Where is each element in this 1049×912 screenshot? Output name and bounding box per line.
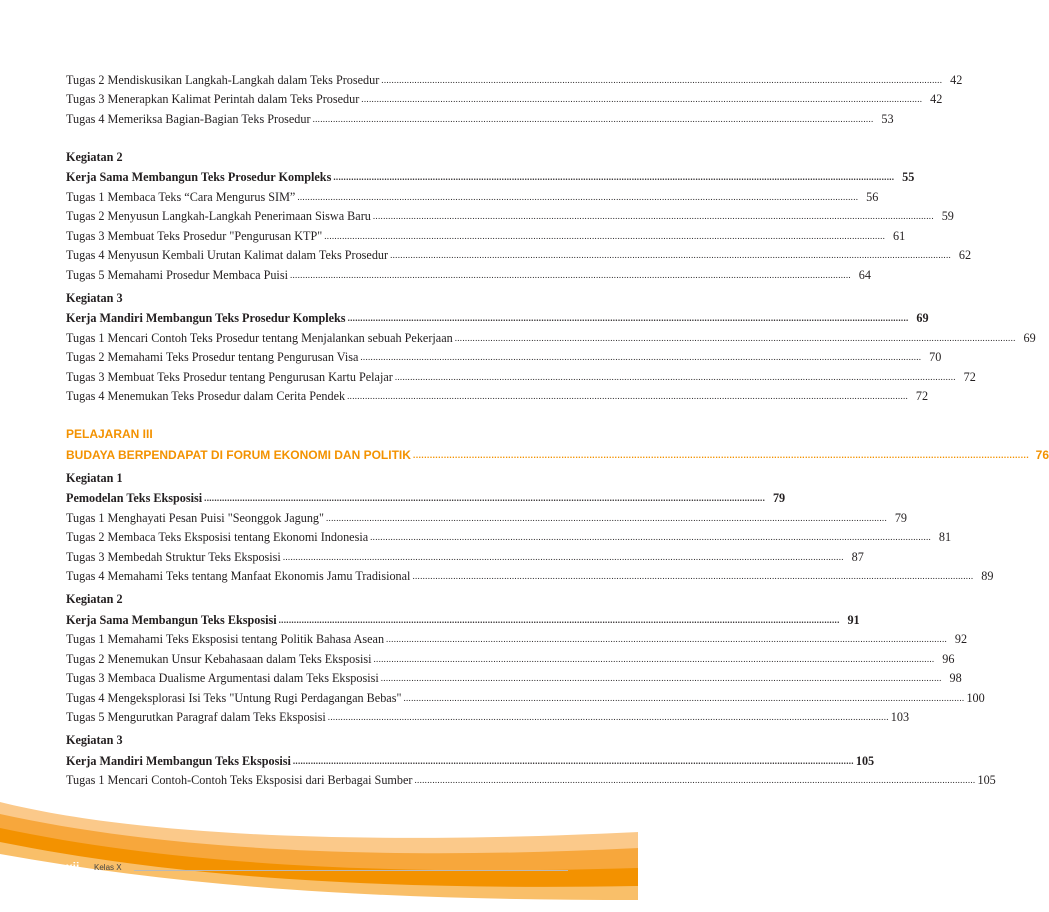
toc-entry: [66, 346, 942, 366]
toc-entry: [66, 769, 996, 789]
dot-leader: ............................................................................................................................................................................................................................: [324, 230, 886, 241]
entry-title: Tugas 2 Menyusun Langkah-Langkah Penerimaan Siswa Baru: [66, 209, 371, 223]
page-ref: 53: [881, 111, 894, 126]
page-ref: 105: [977, 773, 996, 787]
page-ref: 87: [851, 549, 864, 564]
page-ref: 100: [966, 690, 985, 705]
page-footer: [66, 860, 122, 874]
page-ref: 42: [930, 92, 943, 106]
toc-entry: [66, 506, 907, 526]
entry-title: Tugas 1 Menghayati Pesan Puisi "Seonggok Jagung": [66, 510, 324, 525]
page-ref: 72: [963, 369, 976, 384]
activity-heading: Kegiatan 1: [66, 470, 123, 485]
entry-title: Tugas 3 Membuat Teks Prosedur tentang Pengurusan Kartu Pelajar: [66, 369, 393, 384]
entry-title: Tugas 3 Menerapkan Kalimat Perintah dalam Teks Prosedur: [66, 92, 360, 106]
entry-title: Kerja Mandiri Membangun Teks Prosedur Kompleks: [66, 311, 346, 325]
dot-leader: ............................................................................................................................................................................................................................: [347, 313, 909, 323]
entry-title: Tugas 5 Memahami Prosedur Membaca Puisi: [66, 267, 288, 282]
dot-leader: ............................................................................................................................................................................................................................: [297, 191, 859, 202]
dot-leader: ............................................................................................................................................................................................................................: [370, 532, 932, 542]
page-ref: 72: [915, 389, 929, 403]
toc-entry: [66, 244, 972, 264]
lesson-title-entry: [66, 443, 1049, 463]
entry-title: BUDAYA BERPENDAPAT DI FORUM EKONOMI DAN POLITIK: [66, 447, 411, 462]
dot-leader: ............................................................................................................................................................................................................................: [312, 113, 874, 124]
dot-leader: ............................................................................................................................................................................................................................: [326, 512, 887, 523]
page-ref: 79: [894, 510, 907, 525]
page-ref: 56: [866, 189, 879, 204]
toc-entry: [66, 545, 864, 565]
toc-entry: [66, 365, 976, 385]
page-ref: 59: [941, 209, 954, 223]
dot-leader: ............................................................................................................................................................................................................................: [386, 634, 948, 644]
toc-entry: [66, 385, 929, 405]
dot-leader: ............................................................................................................................................................................................................................: [394, 371, 956, 382]
page-ref: 69: [916, 311, 929, 325]
dot-leader: ............................................................................................................................................................................................................................: [403, 692, 965, 703]
dot-leader: ............................................................................................................................................................................................................................: [278, 614, 840, 625]
lesson-block: [66, 425, 1049, 463]
entry-title: Kerja Mandiri Membangun Teks Eksposisi: [66, 753, 291, 768]
activity-heading: Kegiatan 3: [66, 290, 123, 305]
section-title-entry: [66, 166, 915, 186]
entry-title: Tugas 2 Membaca Teks Eksposisi tentang Ekonomi Indonesia: [66, 530, 369, 544]
toc-entry: [66, 263, 871, 283]
dot-leader: ............................................................................................................................................................................................................................: [204, 493, 766, 503]
spacer: [66, 127, 557, 148]
entry-title: Pemodelan Teks Eksposisi: [66, 491, 203, 505]
dot-leader: ............................................................................................................................................................................................................................: [414, 775, 976, 785]
dot-leader: ............................................................................................................................................................................................................................: [412, 449, 1030, 460]
toc-entry: [66, 628, 968, 648]
section-title-entry: [66, 307, 929, 327]
toc-entry: [66, 224, 906, 244]
dot-leader: ............................................................................................................................................................................................................................: [381, 74, 943, 85]
toc-entry: [66, 686, 985, 706]
page-ref: 96: [942, 651, 955, 666]
toc-entry: [66, 647, 955, 667]
page-ref: 62: [958, 248, 972, 262]
page-ref: 79: [772, 491, 786, 505]
toc-entry: [66, 88, 943, 108]
spacer: [66, 404, 557, 425]
dot-leader: ............................................................................................................................................................................................................................: [454, 332, 1016, 343]
toc-entry: [66, 205, 954, 225]
entry-title: Tugas 4 Mengeksplorasi Isi Teks "Untung Rugi Perdagangan Bebas": [66, 690, 402, 705]
page-ref: 89: [981, 569, 994, 583]
entry-title: Tugas 4 Menemukan Teks Prosedur dalam Cerita Pendek: [66, 389, 346, 403]
book-label: Kelas X: [94, 862, 122, 872]
toc-entry: [66, 68, 963, 88]
page-ref: 42: [950, 72, 963, 87]
entry-title: Tugas 1 Mencari Contoh Teks Prosedur tentang Menjalankan sebuah Pekerjaan: [66, 330, 453, 345]
page-ref: 69: [1023, 330, 1036, 345]
toc-entry: [66, 526, 952, 546]
dot-leader: ............................................................................................................................................................................................................................: [372, 211, 934, 221]
dot-leader: ............................................................................................................................................................................................................................: [361, 94, 923, 104]
page-number: xii: [66, 860, 80, 874]
entry-title: Tugas 2 Memahami Teks Prosedur tentang Pengurusan Visa: [66, 350, 359, 364]
dot-leader: ............................................................................................................................................................................................................................: [282, 551, 844, 562]
entry-title: Tugas 3 Membuat Teks Prosedur "Pengurusan KTP": [66, 228, 323, 243]
activity-heading: Kegiatan 3: [66, 733, 123, 747]
entry-title: Tugas 3 Membaca Dualisme Argumentasi dalam Teks Eksposisi: [66, 671, 379, 685]
activity-heading: Kegiatan 2: [66, 149, 123, 164]
toc-entry: [66, 185, 879, 205]
table-of-contents: [66, 68, 1049, 788]
page-ref: 103: [890, 710, 910, 724]
entry-title: Tugas 1 Membaca Teks “Cara Mengurus SIM”: [66, 189, 296, 204]
dot-leader: ............................................................................................................................................................................................................................: [327, 712, 889, 722]
dot-leader: ............................................................................................................................................................................................................................: [360, 352, 922, 362]
entry-title: Tugas 1 Mencari Contoh-Contoh Teks Eksposisi dari Berbagai Sumber: [66, 773, 413, 787]
footer-rule: [134, 870, 568, 871]
section-title-entry: [66, 608, 860, 628]
entry-title: Tugas 4 Memeriksa Bagian-Bagian Teks Prosedur: [66, 111, 311, 126]
entry-title: Tugas 2 Mendiskusikan Langkah-Langkah dalam Teks Prosedur: [66, 72, 380, 87]
entry-title: Tugas 5 Mengurutkan Paragraf dalam Teks Eksposisi: [66, 710, 326, 724]
page-ref: 70: [929, 350, 942, 364]
section-title-entry: [66, 487, 786, 507]
entry-title: Tugas 4 Memahami Teks tentang Manfaat Ekonomis Jamu Tradisional: [66, 569, 411, 583]
toc-entry: [66, 667, 962, 687]
page-ref: 55: [902, 170, 915, 184]
dot-leader: ............................................................................................................................................................................................................................: [289, 269, 851, 280]
dot-leader: ............................................................................................................................................................................................................................: [380, 673, 942, 683]
page-ref: 64: [858, 267, 871, 282]
dot-leader: ............................................................................................................................................................................................................................: [292, 755, 854, 766]
dot-leader: ............................................................................................................................................................................................................................: [412, 571, 974, 581]
entry-title: Tugas 2 Menemukan Unsur Kebahasaan dalam Teks Eksposisi: [66, 651, 372, 666]
page-ref: 98: [949, 671, 962, 685]
toc-entry: [66, 107, 894, 127]
dot-leader: ............................................................................................................................................................................................................................: [373, 653, 935, 664]
toc-entry: [66, 326, 1036, 346]
section-title-entry: [66, 749, 875, 769]
page-ref: 91: [847, 612, 860, 627]
entry-title: Tugas 1 Memahami Teks Eksposisi tentang Politik Bahasa Asean: [66, 632, 385, 646]
dot-leader: ............................................................................................................................................................................................................................: [390, 250, 952, 260]
dot-leader: ............................................................................................................................................................................................................................: [347, 391, 909, 401]
page-ref: 61: [893, 228, 906, 243]
toc-entry: [66, 706, 910, 726]
entry-title: Tugas 3 Membedah Struktur Teks Eksposisi: [66, 549, 281, 564]
page-ref: 76: [1035, 447, 1049, 462]
page-ref: 105: [855, 753, 875, 768]
decorative-orange-swoosh: [0, 792, 638, 912]
entry-title: Kerja Sama Membangun Teks Prosedur Kompleks: [66, 170, 332, 184]
dot-leader: ............................................................................................................................................................................................................................: [333, 172, 895, 182]
lesson-heading: PELAJARAN III: [66, 427, 153, 441]
activity-heading: Kegiatan 2: [66, 592, 123, 606]
page-ref: 92: [954, 632, 968, 646]
toc-entry: [66, 565, 994, 585]
page-ref: 81: [938, 530, 952, 544]
entry-title: Tugas 4 Menyusun Kembali Urutan Kalimat dalam Teks Prosedur: [66, 248, 389, 262]
entry-title: Kerja Sama Membangun Teks Eksposisi: [66, 612, 277, 627]
